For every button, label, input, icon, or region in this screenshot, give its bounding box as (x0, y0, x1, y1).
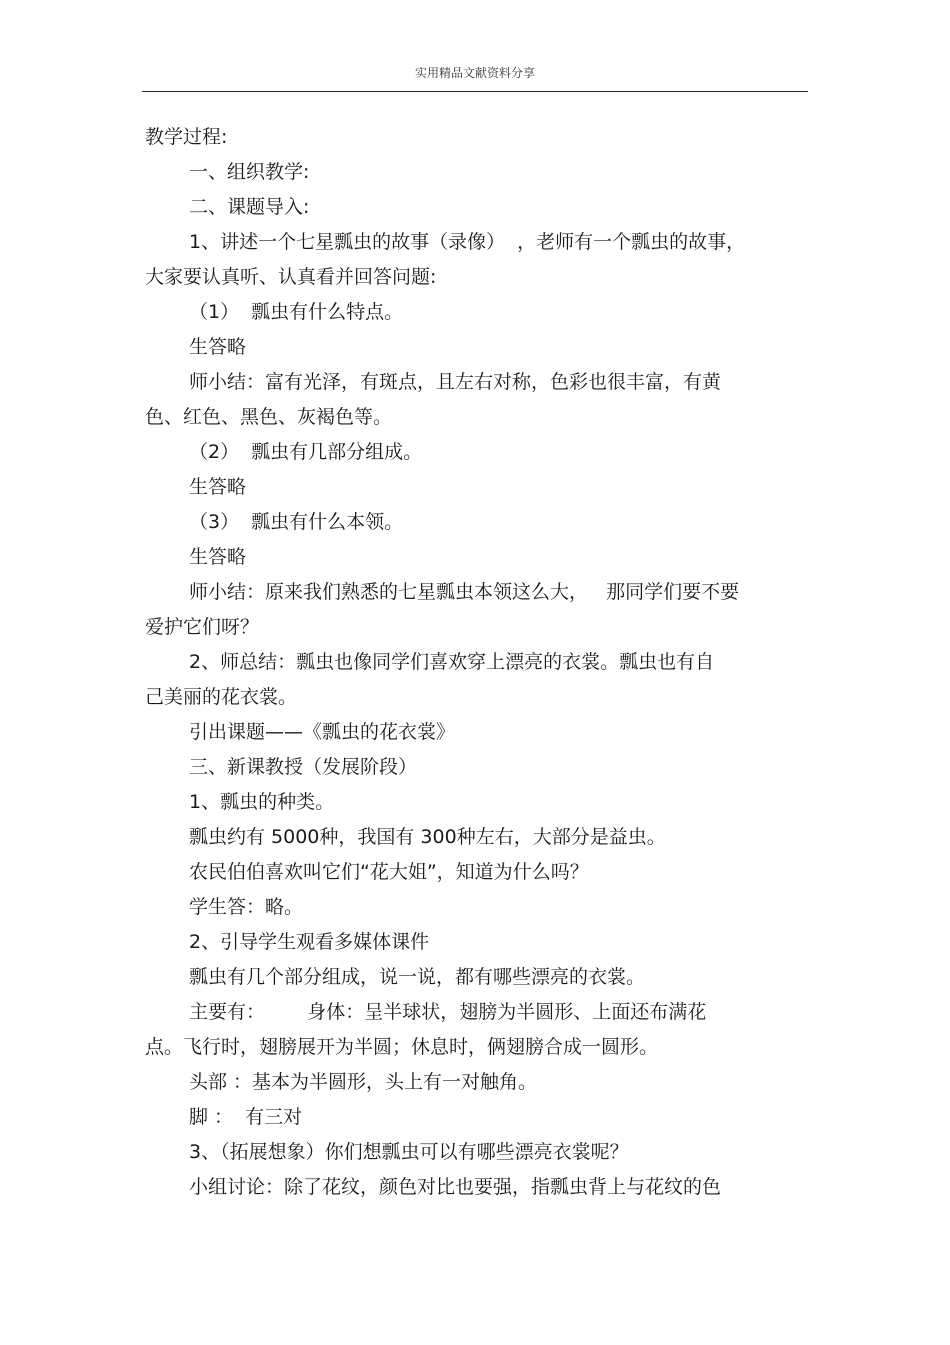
text-line: 生答略 (189, 476, 247, 498)
text-line: 生答略 (189, 336, 247, 358)
text-line: 1、讲述一个七星瓢虫的故事（录像） ，老师有一个瓢虫的故事， (189, 231, 746, 253)
text-line: 一、组织教学: (189, 161, 310, 183)
text-line: 大家要认真听、认真看并回答问题: (145, 266, 437, 288)
page-header: 实用精品文献资料分享 (414, 66, 535, 80)
text-line: 三、新课教授（发展阶段） (189, 756, 418, 778)
text-line: 二、课题导入: (189, 196, 310, 218)
text-line: 爱护它们呀？ (145, 616, 260, 638)
text-line: 头部 ：基本为半圆形，头上有一对触角。 (189, 1071, 538, 1093)
text-line: 3、（拓展想象）你们想瓢虫可以有哪些漂亮衣裳呢？ (189, 1141, 629, 1163)
text-line: 己美丽的花衣裳。 (145, 686, 298, 708)
text-line: 学生答：略。 (189, 896, 304, 918)
text-line: 主要有： 身体：呈半球状，翅膀为半圆形、上面还布满花 (189, 1001, 707, 1023)
text-line: （3） 瓢虫有什么本领。 (189, 511, 404, 533)
text-line: （2） 瓢虫有几部分组成。 (189, 441, 423, 463)
text-line: 点。飞行时，翅膀展开为半圆；休息时，俩翅膀合成一圆形。 (145, 1036, 659, 1058)
text-line: 农民伯伯喜欢叫它们“花大姐”，知道为什么吗？ (189, 861, 589, 883)
text-line: 引出课题——《瓢虫的花衣裳》 (189, 721, 456, 743)
text-line: 2、师总结：瓢虫也像同学们喜欢穿上漂亮的衣裳。瓢虫也有自 (189, 651, 715, 673)
text-line: （1） 瓢虫有什么特点。 (189, 301, 404, 323)
text-line: 瓢虫约有 5000种，我国有 300种左右，大部分是益虫。 (189, 826, 666, 848)
text-line: 1、瓢虫的种类。 (189, 791, 335, 813)
text-line: 师小结：富有光泽，有斑点，且左右对称，色彩也很丰富，有黄 (189, 371, 722, 393)
document-body (145, 120, 805, 1205)
text-line: 脚 ： 有三对 (189, 1106, 303, 1128)
text-line: 2、引导学生观看多媒体课件 (189, 931, 430, 953)
text-line: 教学过程: (145, 126, 228, 148)
header-divider (142, 91, 808, 92)
text-line: 瓢虫有几个部分组成，说一说，都有哪些漂亮的衣裳。 (189, 966, 646, 988)
text-line: 师小结：原来我们熟悉的七星瓢虫本领这么大， 那同学们要不要 (189, 581, 740, 603)
text-line: 生答略 (189, 546, 247, 568)
text-line: 小组讨论：除了花纹，颜色对比也要强，指瓢虫背上与花纹的色 (189, 1176, 722, 1198)
text-line: 色、红色、黑色、灰褐色等。 (145, 406, 393, 428)
